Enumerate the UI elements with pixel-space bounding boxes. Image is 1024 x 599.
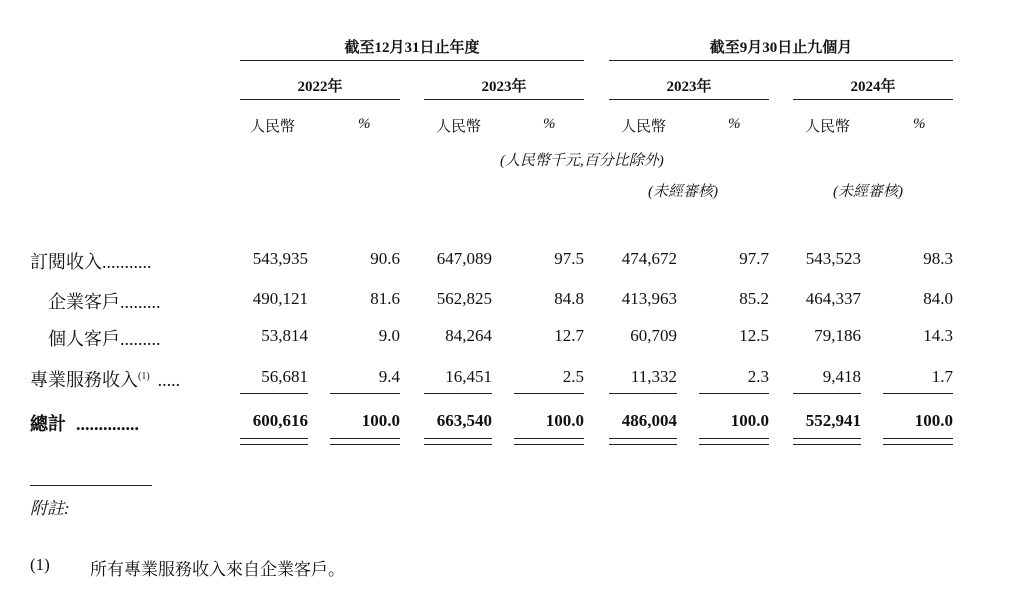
cell-enterprise-2022-amount: 490,121 <box>252 289 308 308</box>
percent-header-4: % <box>913 116 926 132</box>
total-double-rule-8 <box>883 438 953 445</box>
currency-header-3: 人民幣 <box>621 119 667 135</box>
year-header-2-rule <box>424 99 584 100</box>
note-1-text: 所有專業服務收入來自企業客戶。 <box>90 560 345 579</box>
header-group-nine-months: 截至9月30日止九個月 <box>709 40 853 56</box>
cell-subscription-9m2023-amount: 474,672 <box>621 249 677 268</box>
note-1-marker: (1) <box>30 555 50 574</box>
subtotal-rule-1 <box>240 393 308 394</box>
cell-individual-2022-pct: 9.0 <box>378 326 400 345</box>
subtotal-rule-6 <box>699 393 769 394</box>
row-label-subscription: 訂閱收入........... <box>30 252 152 272</box>
cell-total-2022-amount: 600,616 <box>252 411 308 430</box>
cell-professional-2022-amount: 56,681 <box>261 367 308 386</box>
total-double-rule-5 <box>609 438 677 445</box>
cell-individual-9m2023-amount: 60,709 <box>630 326 677 345</box>
notes-separator <box>30 485 152 486</box>
unaudited-note-2023: (未經審核) <box>648 184 718 200</box>
total-double-rule-4 <box>514 438 584 445</box>
cell-subscription-2022-pct: 90.6 <box>370 249 400 268</box>
cell-individual-2023-pct: 12.7 <box>554 326 584 345</box>
year-header-4: 2024年 <box>850 79 896 95</box>
year-header-2: 2023年 <box>481 79 527 95</box>
cell-total-9m2024-pct: 100.0 <box>914 411 953 430</box>
cell-professional-9m2024-amount: 9,418 <box>822 367 861 386</box>
cell-individual-9m2024-pct: 14.3 <box>923 326 953 345</box>
cell-enterprise-9m2024-pct: 84.0 <box>923 289 953 308</box>
year-header-1-rule <box>240 99 400 100</box>
footnote-ref-1: (1) <box>138 371 150 382</box>
notes-title: 附註: <box>30 499 70 518</box>
cell-subscription-9m2023-pct: 97.7 <box>739 249 769 268</box>
header-group-fiscal-year-rule <box>240 60 584 61</box>
currency-header-1: 人民幣 <box>250 119 296 135</box>
cell-subscription-9m2024-pct: 98.3 <box>923 249 953 268</box>
subtotal-rule-5 <box>609 393 677 394</box>
cell-total-2023-amount: 663,540 <box>436 411 492 430</box>
cell-subscription-2022-amount: 543,935 <box>252 249 308 268</box>
row-label-total: 總計 .............. <box>30 414 139 434</box>
unaudited-note-2024: (未經審核) <box>833 184 903 200</box>
year-header-3: 2023年 <box>666 79 712 95</box>
currency-header-2: 人民幣 <box>436 119 482 135</box>
total-double-rule-6 <box>699 438 769 445</box>
total-double-rule-3 <box>424 438 492 445</box>
cell-subscription-2023-amount: 647,089 <box>436 249 492 268</box>
cell-total-2023-pct: 100.0 <box>545 411 584 430</box>
cell-subscription-9m2024-amount: 543,523 <box>805 249 861 268</box>
cell-enterprise-2023-pct: 84.8 <box>554 289 584 308</box>
cell-individual-9m2024-amount: 79,186 <box>814 326 861 345</box>
percent-header-2: % <box>543 116 556 132</box>
header-group-nine-months-rule <box>609 60 953 61</box>
cell-enterprise-9m2023-amount: 413,963 <box>621 289 677 308</box>
row-label-professional-services: 專業服務收入$^{(1)}$ ..... <box>30 370 181 390</box>
year-header-4-rule <box>793 99 953 100</box>
subtotal-rule-8 <box>883 393 953 394</box>
subtotal-rule-3 <box>424 393 492 394</box>
unit-note: (人民幣千元,百分比除外) <box>500 153 664 169</box>
subtotal-rule-4 <box>514 393 584 394</box>
percent-header-1: % <box>358 116 371 132</box>
cell-total-9m2023-amount: 486,004 <box>621 411 677 430</box>
cell-professional-2022-pct: 9.4 <box>378 367 400 386</box>
cell-individual-2022-amount: 53,814 <box>261 326 308 345</box>
cell-total-9m2024-amount: 552,941 <box>805 411 861 430</box>
cell-total-2022-pct: 100.0 <box>361 411 400 430</box>
cell-professional-2023-amount: 16,451 <box>445 367 492 386</box>
cell-professional-9m2023-pct: 2.3 <box>747 367 769 386</box>
cell-enterprise-9m2024-amount: 464,337 <box>805 289 861 308</box>
cell-enterprise-2022-pct: 81.6 <box>370 289 400 308</box>
total-double-rule-1 <box>240 438 308 445</box>
percent-header-3: % <box>728 116 741 132</box>
total-double-rule-7 <box>793 438 861 445</box>
year-header-3-rule <box>609 99 769 100</box>
cell-individual-2023-amount: 84,264 <box>445 326 492 345</box>
total-double-rule-2 <box>330 438 400 445</box>
cell-professional-9m2024-pct: 1.7 <box>931 367 953 386</box>
subtotal-rule-7 <box>793 393 861 394</box>
year-header-1: 2022年 <box>297 79 343 95</box>
cell-total-9m2023-pct: 100.0 <box>730 411 769 430</box>
row-label-individual: 個人客戶......... <box>48 329 161 349</box>
cell-subscription-2023-pct: 97.5 <box>554 249 584 268</box>
cell-individual-9m2023-pct: 12.5 <box>739 326 769 345</box>
cell-professional-9m2023-amount: 11,332 <box>630 367 677 386</box>
cell-enterprise-9m2023-pct: 85.2 <box>739 289 769 308</box>
header-group-fiscal-year: 截至12月31日止年度 <box>344 40 480 56</box>
currency-header-4: 人民幣 <box>805 119 851 135</box>
row-label-enterprise: 企業客戶......... <box>48 292 161 312</box>
cell-enterprise-2023-amount: 562,825 <box>436 289 492 308</box>
subtotal-rule-2 <box>330 393 400 394</box>
cell-professional-2023-pct: 2.5 <box>562 367 584 386</box>
